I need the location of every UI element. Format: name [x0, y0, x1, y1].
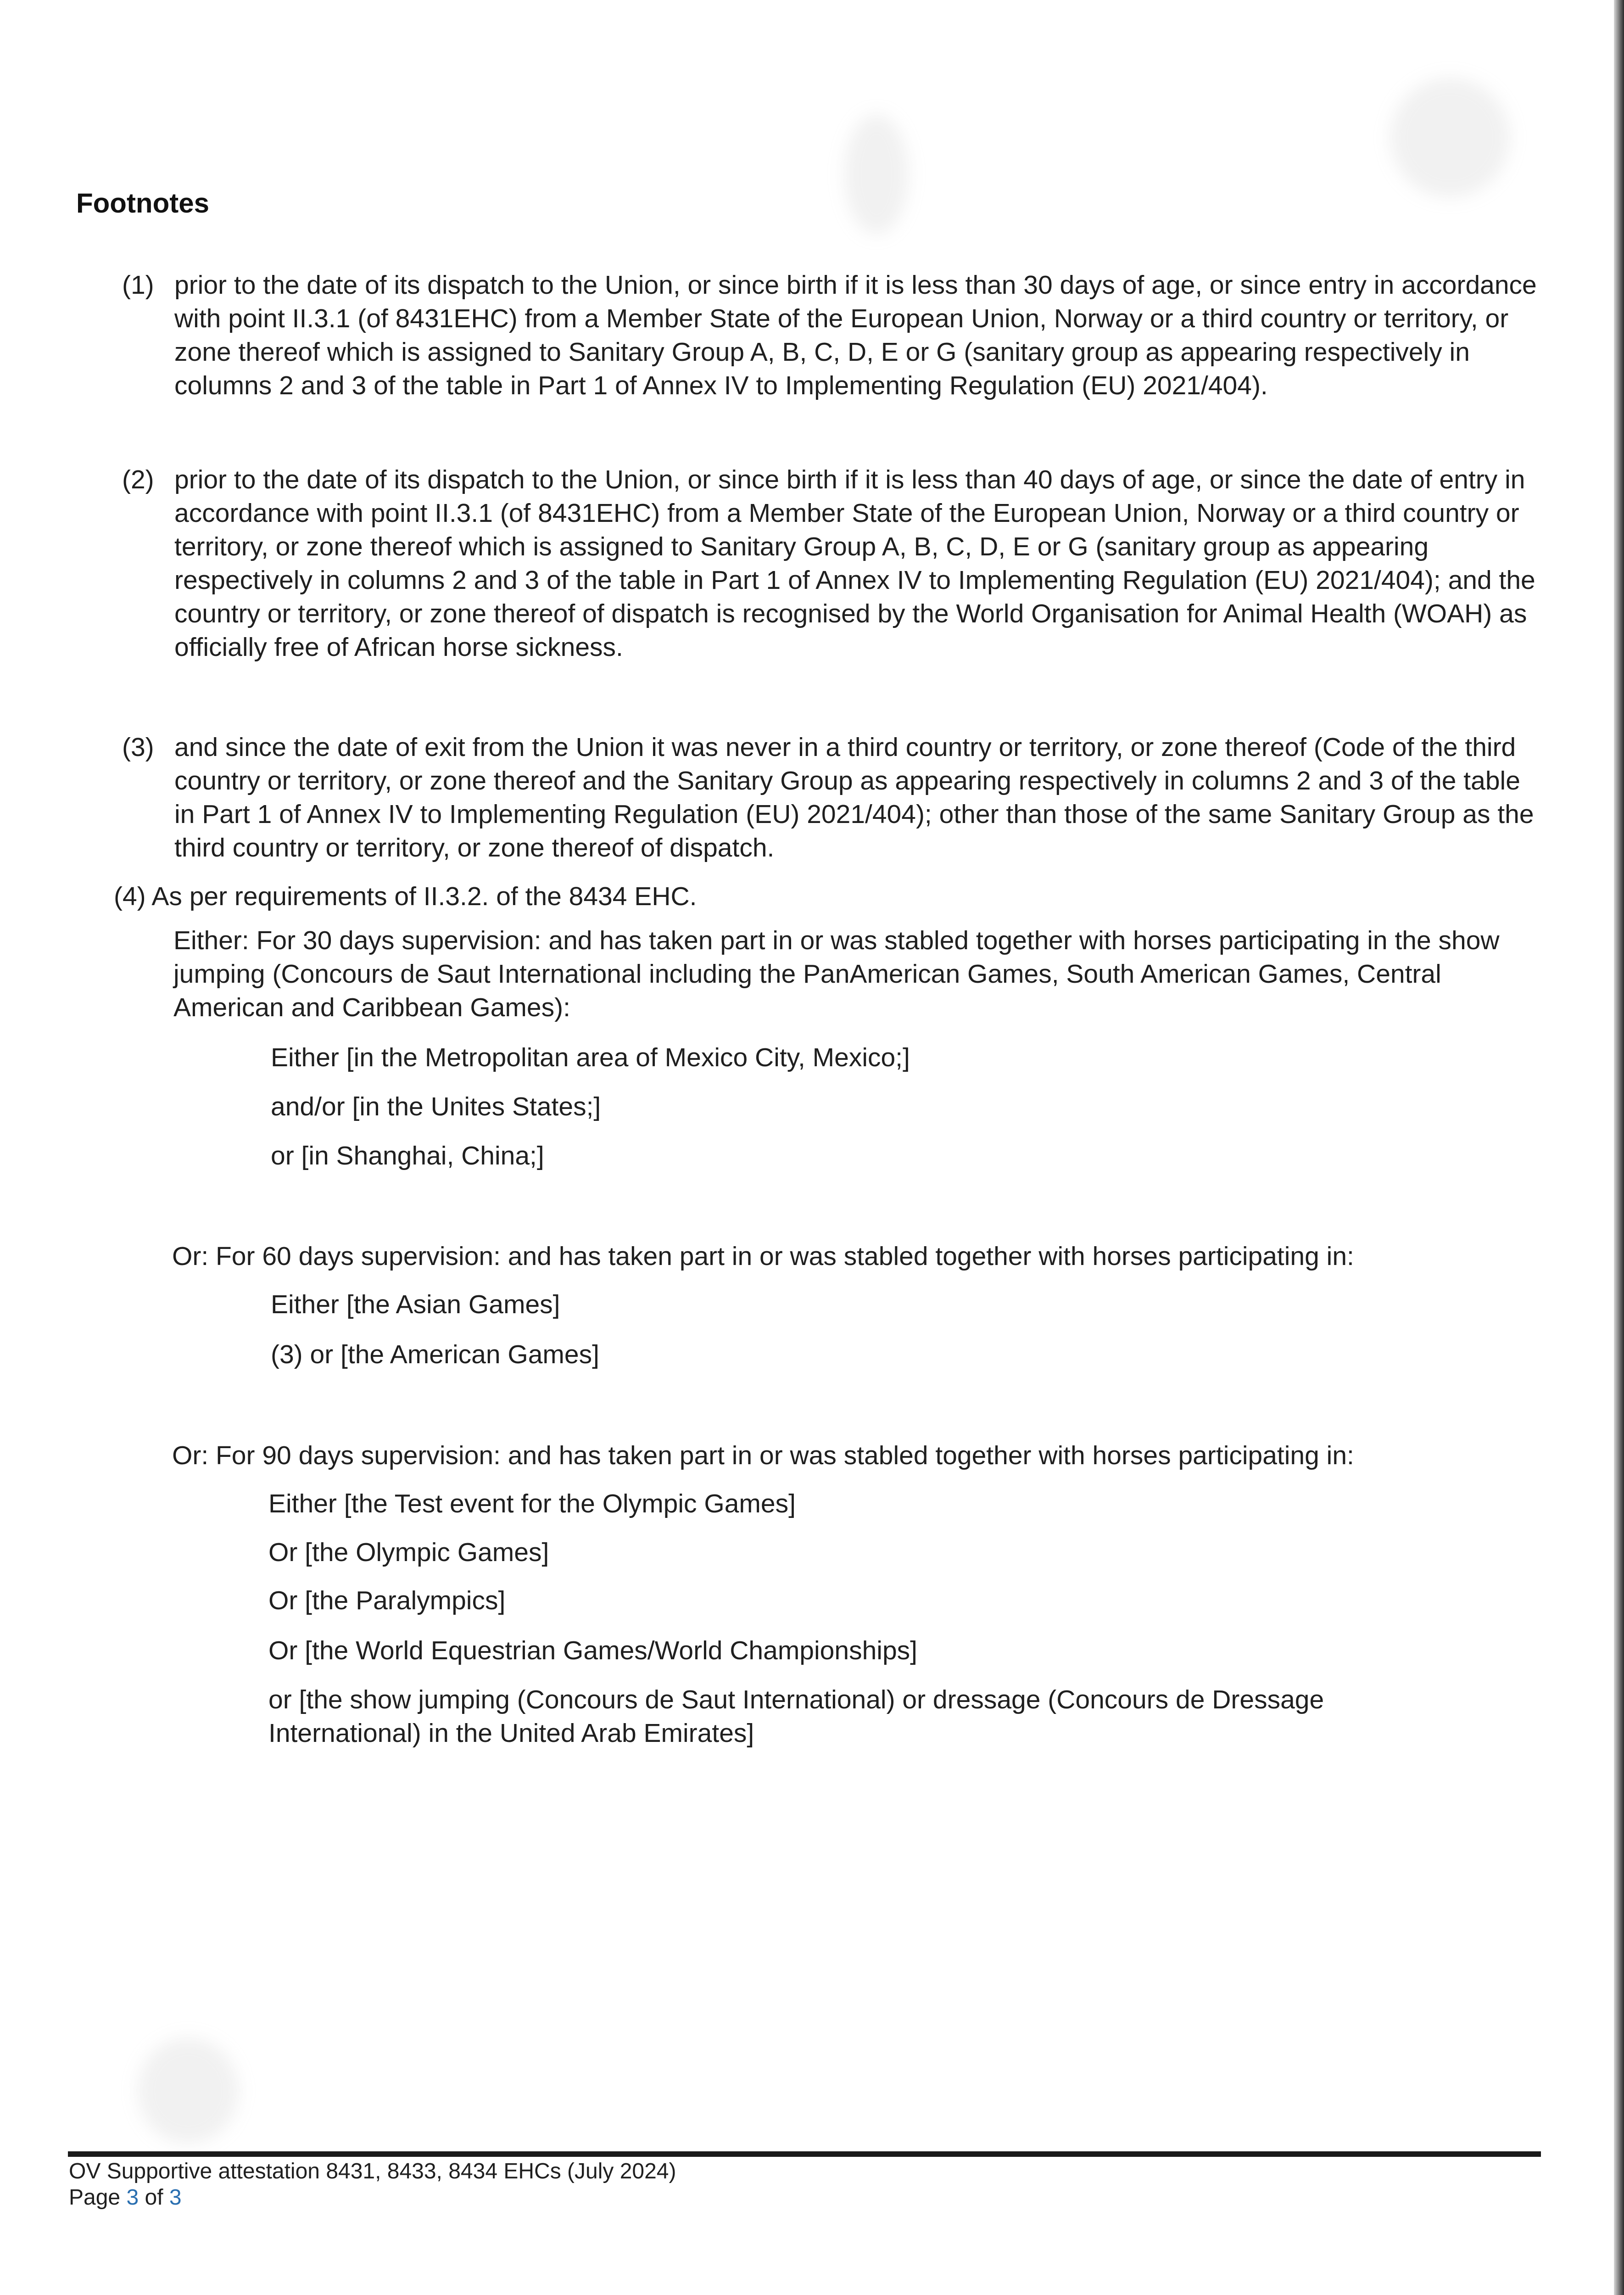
footnote-number: (3): [122, 733, 154, 762]
option-30-2: and/or [in the Unites States;]: [271, 1092, 601, 1121]
option-30-1: Either [in the Metropolitan area of Mexico City, Mexico;]: [271, 1043, 910, 1072]
supervision-90-days: Or: For 90 days supervision: and has taken part in or was stabled together with horses participating in:: [172, 1441, 1354, 1470]
option-60-1: Either [the Asian Games]: [271, 1290, 560, 1319]
page-total: 3: [169, 2185, 182, 2210]
footnote-text: prior to the date of its dispatch to the Union, or since birth if it is less than 30 days of age, or since entry in accordance with point II.3.1 (of 8431EHC) from a Member State of the European Union, Norway or a third country or territory, or zone thereof which is assigned to Sanitary Group A, B, C, D, E or G (sanitary group as appearing respectively in columns 2 and 3 of the table in Part 1 of Annex IV to Implementing Regulation (EU) 2021/404).: [174, 270, 1537, 400]
page-of: of: [145, 2185, 163, 2210]
scan-smudge: [138, 2038, 239, 2144]
footnote-2: [122, 463, 1540, 664]
footnote-number: (2): [122, 465, 154, 494]
footer-page-number: [69, 2185, 182, 2211]
footer-doc-title: OV Supportive attestation 8431, 8433, 8434 EHCs (July 2024): [69, 2159, 676, 2183]
option-90-2: Or [the Olympic Games]: [268, 1538, 549, 1567]
scan-smudge: [844, 115, 909, 234]
footnote-text: and since the date of exit from the Union it was never in a third country or territory, or zone thereof (Code of the third country or territory, or zone thereof and the Sanitary Group as appearing respectively in columns 2 and 3 of the table in Part 1 of Annex IV to Implementing Regulation (EU) 2021/404); other than those of the same Sanitary Group as the third country or territory, or zone thereof of dispatch.: [174, 733, 1534, 862]
option-60-2: (3) or [the American Games]: [271, 1340, 599, 1369]
footnote-4-heading: (4) As per requirements of II.3.2. of the 8434 EHC.: [114, 882, 697, 911]
page-current: 3: [126, 2185, 139, 2210]
page-prefix: Page: [69, 2185, 121, 2210]
scan-edge-shadow: [1614, 0, 1624, 2295]
footnote-3: [122, 731, 1540, 865]
option-90-1: Either [the Test event for the Olympic Games]: [268, 1489, 796, 1518]
supervision-60-days: Or: For 60 days supervision: and has taken part in or was stabled together with horses participating in:: [172, 1242, 1354, 1271]
option-90-3: Or [the Paralympics]: [268, 1586, 506, 1615]
supervision-30-days: Either: For 30 days supervision: and has taken part in or was stabled together with horses participating in the show jumping (Concours de Saut International including the PanAmerican Games, South American Games, Central American and Caribbean Games):: [173, 926, 1500, 1022]
scan-smudge: [1390, 78, 1510, 197]
footnote-1: [122, 269, 1540, 403]
footnote-text: prior to the date of its dispatch to the Union, or since birth if it is less than 40 days of age, or since the date of entry in accordance with point II.3.1 (of 8431EHC) from a Member State of the European Union, Norway or a third country or territory, or zone thereof which is assigned to Sanitary Group A, B, C, D, E or G (sanitary group as appearing respectively in columns 2 and 3 of the table in Part 1 of Annex IV to Implementing Regulation (EU) 2021/404); and the country or territory, or zone thereof of dispatch is recognised by the World Organisation for Animal Health (WOAH) as officially free of African horse sickness.: [174, 465, 1535, 662]
option-90-5: or [the show jumping (Concours de Saut International) or dressage (Concours de Dressage International) in the United Arab Emirates]: [268, 1685, 1324, 1748]
footnote-number: (1): [122, 270, 154, 300]
page-title: Footnotes: [76, 188, 209, 218]
option-90-4: Or [the World Equestrian Games/World Championships]: [268, 1636, 917, 1665]
footer-rule: [68, 2151, 1541, 2157]
option-30-3: or [in Shanghai, China;]: [271, 1141, 544, 1170]
